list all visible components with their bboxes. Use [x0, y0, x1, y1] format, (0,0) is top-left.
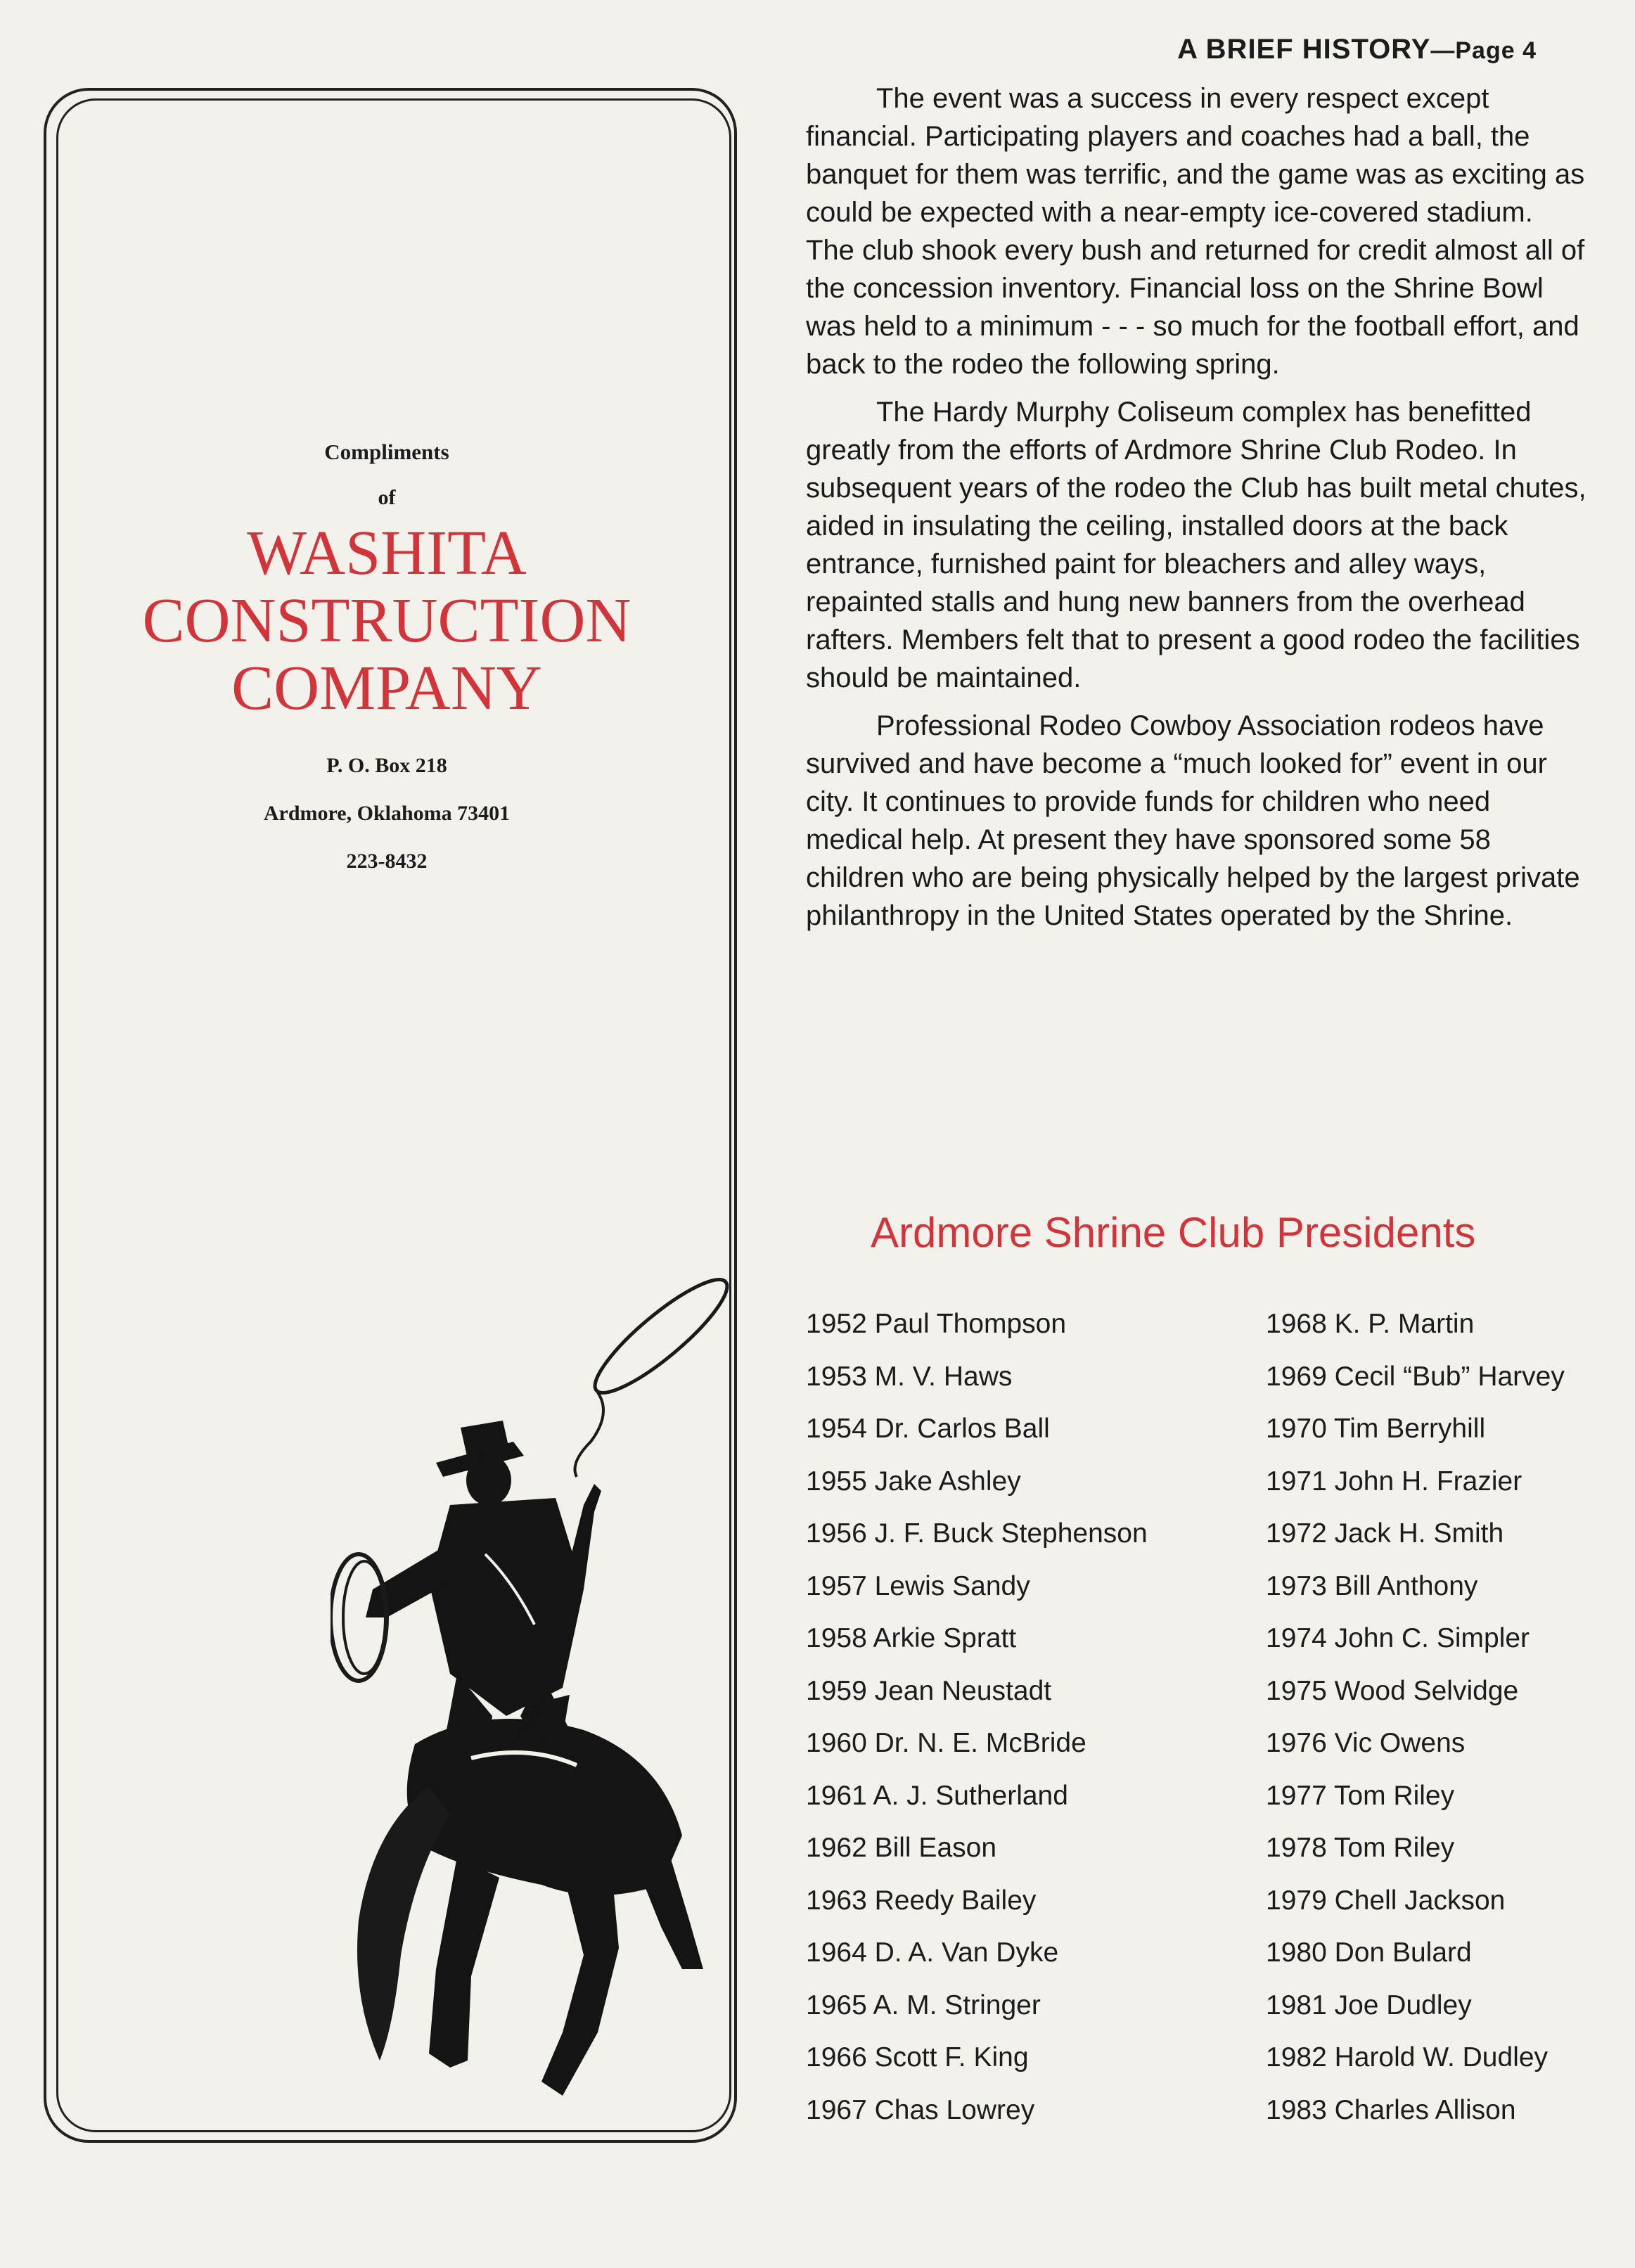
- ad-company-name: [70, 520, 703, 722]
- president-entry: 1983 Charles Allison: [1266, 2094, 1516, 2125]
- ad-of: of: [378, 486, 396, 509]
- president-entry: 1959 Jean Neustadt: [806, 1675, 1052, 1706]
- president-entry: 1953 M. V. Haws: [806, 1361, 1013, 1392]
- president-entry: 1975 Wood Selvidge: [1266, 1675, 1519, 1706]
- president-entry: 1978 Tom Riley: [1266, 1833, 1455, 1863]
- president-entry: 1964 D. A. Van Dyke: [806, 1937, 1059, 1968]
- paragraph: The event was a success in every respect except financial. Participating players and coaches had a ball, the banquet for them was terrific, and the game was as exciting as could be expected with a near-empty ice-covered stadium. The club shook every bush and returned for credit almost all of the concession inventory. Financial loss on the Shrine Bowl was held to a minimum - - - so much for the football effort, and back to the rodeo the following spring.: [806, 83, 1585, 380]
- president-entry: 1962 Bill Eason: [806, 1833, 997, 1863]
- company-line: CONSTRUCTION: [142, 586, 631, 655]
- president-entry: 1977 Tom Riley: [1266, 1780, 1455, 1811]
- company-line: COMPANY: [231, 653, 542, 723]
- president-entry: 1961 A. J. Sutherland: [806, 1780, 1068, 1811]
- ad-city: Ardmore, Oklahoma 73401: [263, 802, 511, 825]
- cowboy-rider-illustration: [331, 1252, 767, 2166]
- president-entry: 1970 Tim Berryhill: [1266, 1414, 1486, 1444]
- president-entry: 1979 Chell Jackson: [1266, 1885, 1506, 1916]
- presidents-column-right: [1266, 1298, 1565, 2136]
- president-entry: 1954 Dr. Carlos Ball: [806, 1414, 1050, 1444]
- advertisement: [70, 440, 703, 885]
- president-entry: 1976 Vic Owens: [1266, 1728, 1466, 1758]
- ad-compliments: Compliments: [324, 440, 449, 464]
- paragraph: The Hardy Murphy Coliseum complex has benefitted greatly from the efforts of Ardmore Shrine Club Rodeo. In subsequent years of the rodeo the Club has built metal chutes, aided in insulating the ceiling, installed doors at the back entrance, furnished paint for bleachers and alley ways, repainted stalls and hung new banners from the overhead rafters. Members felt that to present a good rodeo the facilities should be maintained.: [806, 397, 1586, 693]
- president-entry: 1966 Scott F. King: [806, 2042, 1029, 2072]
- president-entry: 1967 Chas Lowrey: [806, 2094, 1035, 2125]
- president-entry: 1955 Jake Ashley: [806, 1466, 1021, 1497]
- president-entry: 1973 Bill Anthony: [1266, 1570, 1478, 1601]
- presidents-title: Ardmore Shrine Club Presidents: [871, 1209, 1476, 1256]
- president-entry: 1980 Don Bulard: [1266, 1937, 1472, 1968]
- president-entry: 1952 Paul Thompson: [806, 1309, 1067, 1339]
- president-entry: 1956 J. F. Buck Stephenson: [806, 1518, 1148, 1549]
- ad-address: [70, 742, 703, 885]
- paragraph: Professional Rodeo Cowboy Association rodeos have survived and have become a “much looked for” event in our city. It continues to provide funds for children who need medical help. At present they have sponsored some 58 children who are being physically helped by the largest private philanthropy in the United States operated by the Shrine.: [806, 710, 1580, 931]
- presidents-column-left: [806, 1298, 1148, 2136]
- president-entry: 1972 Jack H. Smith: [1266, 1518, 1504, 1549]
- history-text: [806, 79, 1586, 944]
- president-entry: 1960 Dr. N. E. McBride: [806, 1728, 1086, 1758]
- page-header: [1177, 34, 1537, 65]
- president-entry: 1969 Cecil “Bub” Harvey: [1266, 1361, 1565, 1392]
- president-entry: 1957 Lewis Sandy: [806, 1570, 1030, 1601]
- company-line: WASHITA: [247, 518, 527, 588]
- ad-po-box: P. O. Box 218: [326, 754, 447, 777]
- president-entry: 1963 Reedy Bailey: [806, 1885, 1037, 1916]
- section-title: A BRIEF HISTORY: [1177, 34, 1431, 65]
- ad-phone: 223-8432: [346, 850, 428, 873]
- president-entry: 1981 Joe Dudley: [1266, 1990, 1472, 2020]
- page-number: —Page 4: [1430, 37, 1537, 64]
- president-entry: 1965 A. M. Stringer: [806, 1990, 1041, 2020]
- president-entry: 1958 Arkie Spratt: [806, 1623, 1017, 1653]
- president-entry: 1974 John C. Simpler: [1266, 1623, 1530, 1653]
- president-entry: 1968 K. P. Martin: [1266, 1309, 1475, 1339]
- president-entry: 1982 Harold W. Dudley: [1266, 2042, 1549, 2072]
- president-entry: 1971 John H. Frazier: [1266, 1466, 1522, 1497]
